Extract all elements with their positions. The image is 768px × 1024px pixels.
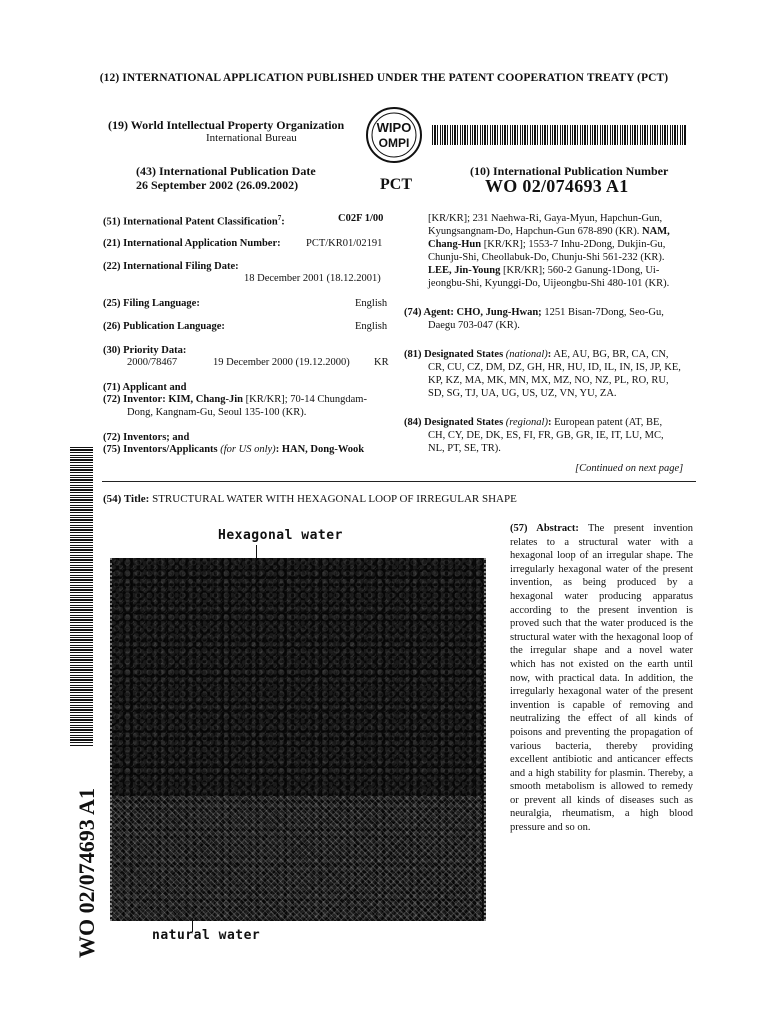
app-number-value: PCT/KR01/02191 (306, 238, 383, 249)
pct-label: PCT (380, 176, 412, 193)
svg-text:WIPO: WIPO (376, 120, 412, 135)
filing-language-value: English (355, 298, 388, 309)
inventor-line: (72) Inventor: KIM, Chang-Jin [KR/KR]; 70-14 Chungdam- (103, 394, 367, 405)
title-line: (54) Title: STRUCTURAL WATER WITH HEXAGONAL LOOP OF IRREGULAR SHAPE (103, 493, 517, 505)
priority-label: (30) Priority Data: (103, 345, 187, 356)
pub-number-value: WO 02/074693 A1 (485, 176, 629, 196)
priority-date: 19 December 2000 (19.12.2000) (213, 357, 350, 368)
applicant-label: (71) Applicant and (103, 382, 187, 393)
svg-text:OMPI: OMPI (378, 136, 410, 150)
filing-date-label: (22) International Filing Date: (103, 261, 239, 272)
app-number-label: (21) International Application Number: (103, 238, 281, 249)
agent-line: (74) Agent: CHO, Jung-Hwan; 1251 Bisan-7Dong, Seo-Gu, (404, 307, 664, 318)
priority-country: KR (374, 357, 389, 368)
agent-address: Daegu 703-047 (KR). (428, 320, 520, 331)
han-address-2: Kyungsangnam-Do, Hapchun-Gun 678-890 (KR). NAM, (428, 226, 670, 237)
pub-number-label: (10) International Publication Number (470, 164, 669, 178)
designated-regional-line: (84) Designated States (regional): European patent (AT, BE, (404, 417, 663, 428)
abstract: (57) Abstract: The present invention relates to a structural water with a hexagonal loop of an irregular shape. The irregularly hexagonal water of the present invention, as being produced by a hexagonal water producing apparatus according to the present invention is proved such that the water produced is the structural water with the hexagonal loop of the irregular shape and a novel water which has not existed on the earth until now, with practical data. In addition, the irregularly hexagonal water of the present invention is capable of removing and neutralizing the effect of all kinds of poisons and preventing the propagation of various bacteria, thereby providing excellent antibiotic and anticancer effects and a high stability for plasmin. Thereby, a smooth metabolism is allowed to remedy or prevent all kinds of diseases such as neuralgia, rheumatism, a high blood pressure and so on. (510, 523, 694, 834)
inventors-applicants-line: (75) Inventors/Applicants (for US only): HAN, Dong-Wook (103, 444, 365, 455)
nam-line: Chang-Hun [KR/KR]; 1553-7 Inhu-2Dong, Dukjin-Gu, (428, 239, 666, 250)
side-publication-number: WO 02/074693 A1 (74, 788, 99, 958)
designated-national-4: SD, SG, TJ, UA, UG, US, UZ, VN, YU, ZA. (428, 388, 617, 399)
org-name: (19) World Intellectual Property Organization (108, 118, 345, 132)
pub-date-value: 26 September 2002 (26.09.2002) (136, 178, 299, 192)
org-bureau: International Bureau (206, 132, 297, 144)
continued-note: [Continued on next page] (575, 463, 684, 474)
publication-language-value: English (355, 321, 388, 332)
nam-address: Chunju-Shi, Cheollabuk-Do, Chunju-Shi 561-232 (KR). (428, 252, 665, 263)
figure-arrow-top (256, 545, 257, 559)
lee-address: jeongbu-Shi, Kyunggi-Do, Uijeongbu-Shi 480-101 (KR). (428, 278, 670, 289)
designated-national-2: CR, CU, CZ, DM, DZ, GH, HR, HU, ID, IL, IN, IS, JP, KE, (428, 362, 681, 373)
inventors-label: (72) Inventors; and (103, 432, 190, 443)
designated-national-3: KP, KZ, MA, MK, MN, MX, MZ, NO, NZ, PL, RO, RU, (428, 375, 669, 386)
designated-national-line: (81) Designated States (national): AE, AU, BG, BR, CA, CN, (404, 349, 669, 360)
ipc-value: C02F 1/00 (338, 213, 384, 224)
ipc-label: (51) International Patent Classification$^7$: (103, 214, 285, 228)
figure-image-lower-band (110, 796, 482, 921)
barcode-icon (432, 125, 686, 145)
document-header: (12) INTERNATIONAL APPLICATION PUBLISHED UNDER THE PATENT COOPERATION TREATY (PCT) (99, 72, 669, 84)
figure-label-hexagonal: Hexagonal water (218, 528, 343, 543)
han-address-1: [KR/KR]; 231 Naehwa-Ri, Gaya-Myun, Hapchun-Gun, (428, 213, 663, 224)
barcode-icon (70, 447, 93, 747)
priority-number: 2000/78467 (127, 357, 178, 368)
lee-line: LEE, Jin-Young [KR/KR]; 560-2 Ganung-1Dong, Ui- (428, 265, 660, 276)
pub-date-label: (43) International Publication Date (136, 164, 316, 178)
wipo-logo-icon (365, 106, 423, 164)
figure-label-natural: natural water (152, 928, 261, 943)
designated-regional-3: NL, PT, SE, TR). (428, 443, 501, 454)
filing-language-label: (25) Filing Language: (103, 298, 200, 309)
designated-regional-2: CH, CY, DE, DK, ES, FI, FR, GB, GR, IE, IT, LU, MC, (428, 430, 664, 441)
filing-date-value: 18 December 2001 (18.12.2001) (244, 273, 381, 284)
inventor-address: Dong, Kangnam-Gu, Seoul 135-100 (KR). (127, 407, 307, 418)
section-divider (102, 481, 696, 482)
publication-language-label: (26) Publication Language: (103, 321, 225, 332)
